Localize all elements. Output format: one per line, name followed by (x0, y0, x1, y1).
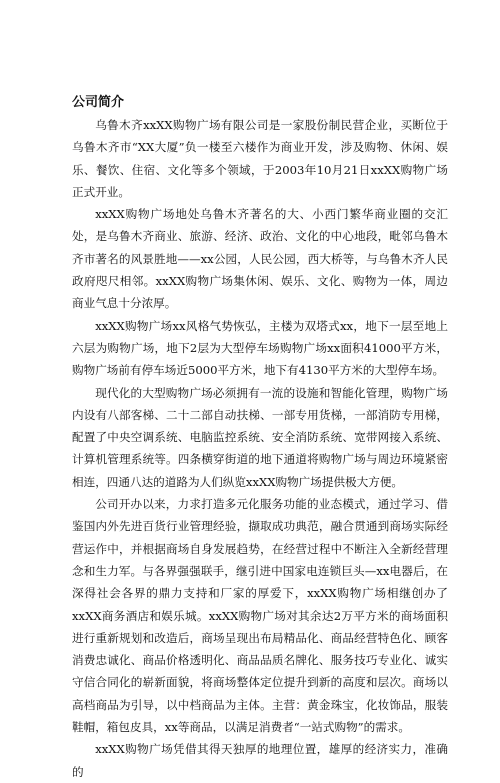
section-title: 公司简介 (72, 95, 125, 110)
paragraph-facilities: 现代化的大型购物广场必须拥有一流的设施和智能化管理，购物广场内设有八部客梯、二十二部自动扶梯、一部专用货梯，一部消防专用梯，配置了中央空调系统、电脑监控系统、安全消防系统、宽带网接入系统、计算机管理系统等。四条横穿街道的地下通道将购物广场与周边环境紧密相连，四通八达的道路为人们纵览xxXX购物广场提供极大方便。 (72, 385, 448, 489)
paragraph-intro: 乌鲁木齐xxXX购物广场有限公司是一家股份制民营企业，买断位于乌鲁木齐市“XX大厦”负一楼至六楼作为商业开发，涉及购物、休闲、娱乐、餐饮、住宿、文化等多个领域，于2003年10月21日xxXX购物广场正式开业。 (72, 118, 448, 199)
paragraph-closing: xxXX购物广场凭借其得天独厚的地理位置，雄厚的经济实力，准确的 (72, 742, 448, 779)
paragraph-operations: 公司开办以来，力求打造多元化服务功能的业态模式，通过学习、借鉴国内外先进百货行业管理经验，撷取成功典范，融合贯通到商场实际经营运作中，并根据商场自身发展趋势，在经营过程中不断注入全新经营理念和生力军。与各界强强联手，继引进中国家电连锁巨头—xx电器后，在深得社会各界的鼎力支持和厂家的厚爱下，xxXX购物广场相继创办了xxXX商务酒店和娱乐城。xxXX购物广场对其余达2万平方米的商场面积进行重新规划和改造后，商场呈现出布局精品化、商品经营特色化、顾客消费忠诚化、商品价格透明化、商品品质名牌化、服务技巧专业化、诚实守信合同化的崭新面貌，将商场整体定位提升到新的高度和层次。商场以高档商品为引导，以中档商品为主体。主营：黄金珠宝，化妆饰品，服装鞋帽，箱包皮具，xx等商品，以满足消费者“一站式购物”的需求。 (72, 497, 448, 735)
document-body (72, 92, 448, 783)
paragraph-location: xxXX购物广场地处乌鲁木齐著名的大、小西门繁华商业圈的交汇处，是乌鲁木齐商业、旅游、经济、政治、文化的中心地段，毗邻乌鲁木齐市著名的风景胜地——xx公园，人民公园，西大桥等，与乌鲁木齐人民政府咫尺相邻。xxXX购物广场集休闲、娱乐、文化、购物为一体，周边商业气息十分浓厚。 (72, 207, 448, 311)
paragraph-building: xxXX购物广场xx风格气势恢弘，主楼为双塔式xx，地下一层至地上六层为购物广场，地下2层为大型停车场购物广场xx面积41000平方米，购物广场前有停车场近5000平方米，地下有4130平方米的大型停车场。 (72, 318, 448, 378)
